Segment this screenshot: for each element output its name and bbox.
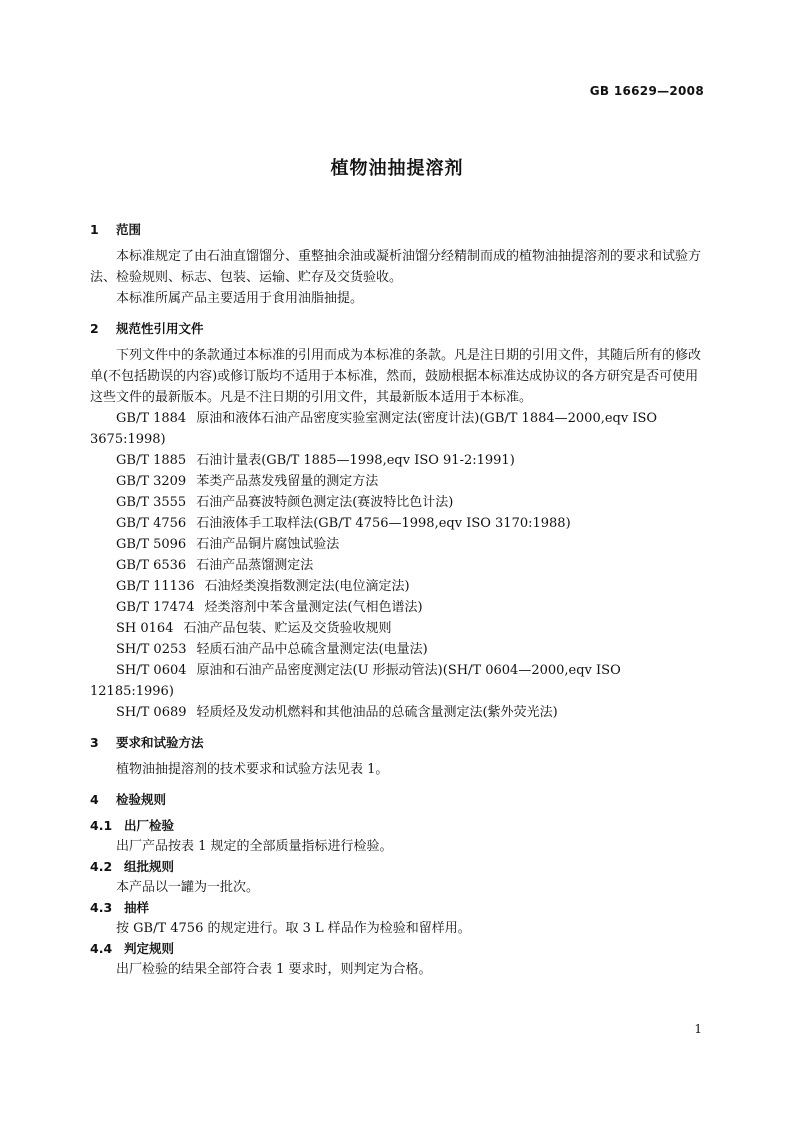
section-heading-normative-references — [90, 319, 706, 339]
page-number: 1 — [694, 1022, 702, 1036]
reference-title: 石油产品铜片腐蚀试验法 — [196, 537, 340, 552]
reference-item — [90, 534, 706, 555]
subsection-heading — [90, 898, 706, 918]
subsection-number: 4.4 — [90, 941, 113, 956]
reference-title: 轻质烃及发动机燃料和其他油品的总硫含量测定法(紫外荧光法) — [196, 705, 558, 720]
subsection-heading — [90, 816, 706, 836]
subsection-number: 4.2 — [90, 859, 113, 874]
reference-item — [90, 408, 706, 450]
section-number: 2 — [90, 321, 99, 336]
reference-code: SH/T 0604 — [116, 663, 187, 678]
reference-code: GB/T 17474 — [116, 600, 195, 615]
reference-title: 石油液体手工取样法(GB/T 4756—1998,eqv ISO 3170:1988) — [196, 516, 571, 531]
reference-title: 石油产品赛波特颜色测定法(赛波特比色计法) — [196, 495, 454, 510]
paragraph: 出厂检验的结果全部符合表 1 要求时，则判定为合格。 — [116, 962, 432, 977]
paragraph: 本产品以一罐为一批次。 — [116, 880, 260, 895]
reference-title: 原油和石油产品密度测定法(U 形振动管法)(SH/T 0604—2000,eqv ISO 12185:1996) — [90, 663, 621, 699]
reference-item — [90, 450, 706, 471]
reference-code: GB/T 5096 — [116, 537, 187, 552]
reference-code: SH/T 0253 — [116, 642, 187, 657]
paragraph: 本标准所属产品主要适用于食用油脂抽提。 — [116, 291, 364, 306]
reference-code: GB/T 11136 — [116, 579, 195, 594]
reference-code: GB/T 6536 — [116, 558, 187, 573]
subsection-number: 4.3 — [90, 900, 113, 915]
reference-title: 石油产品包装、贮运及交货验收规则 — [183, 621, 392, 636]
reference-title: 轻质石油产品中总硫含量测定法(电量法) — [196, 642, 428, 657]
reference-code: GB/T 3555 — [116, 495, 187, 510]
reference-title: 原油和液体石油产品密度实验室测定法(密度计法)(GB/T 1884—2000,eqv ISO 3675:1998) — [90, 411, 658, 447]
subsection-heading — [90, 939, 706, 959]
section-number: 1 — [90, 222, 99, 237]
subsection-title: 抽样 — [124, 900, 150, 915]
reference-item — [90, 660, 706, 702]
section-number: 3 — [90, 735, 99, 750]
paragraph: 出厂产品按表 1 规定的全部质量指标进行检验。 — [116, 839, 393, 854]
section-number: 4 — [90, 792, 99, 807]
subsection-title: 判定规则 — [124, 941, 175, 956]
reference-item — [90, 555, 706, 576]
reference-code: GB/T 1885 — [116, 453, 187, 468]
subsection-number: 4.1 — [90, 818, 113, 833]
section-heading-inspection-rules — [90, 790, 706, 810]
paragraph: 本标准规定了由石油直馏馏分、重整抽余油或凝析油馏分经精制而成的植物油抽提溶剂的要求和试验方法、检验规则、标志、包装、运输、贮存及交货验收。 — [90, 249, 702, 285]
reference-item — [90, 513, 706, 534]
subsection-title: 出厂检验 — [124, 818, 175, 833]
reference-item — [90, 618, 706, 639]
section-title: 要求和试验方法 — [116, 735, 204, 750]
paragraph: 植物油抽提溶剂的技术要求和试验方法见表 1。 — [116, 762, 389, 777]
reference-item — [90, 492, 706, 513]
paragraph: 下列文件中的条款通过本标准的引用而成为本标准的条款。凡是注日期的引用文件，其随后所有的修改单(不包括勘误的内容)或修订版均不适用于本标准，然而，鼓励根据本标准达成协议的各方研究是否可使用这些文件的最新版本。凡是不注日期的引用文件，其最新版本适用于本标准。 — [90, 348, 702, 405]
standard-code: GB 16629—2008 — [589, 84, 704, 98]
document-title: 植物油抽提溶剂 — [330, 158, 464, 179]
reference-item — [90, 597, 706, 618]
reference-item — [90, 702, 706, 723]
section-title: 检验规则 — [116, 792, 167, 807]
reference-title: 石油产品蒸馏测定法 — [196, 558, 314, 573]
reference-code: SH 0164 — [116, 621, 174, 636]
reference-item — [90, 639, 706, 660]
subsection-title: 组批规则 — [124, 859, 175, 874]
reference-title: 石油烃类溴指数测定法(电位滴定法) — [204, 579, 410, 594]
section-title: 范围 — [116, 222, 142, 237]
reference-item — [90, 471, 706, 492]
reference-code: GB/T 3209 — [116, 474, 187, 489]
reference-code: GB/T 1884 — [116, 411, 187, 426]
reference-code: SH/T 0689 — [116, 705, 187, 720]
section-title: 规范性引用文件 — [116, 321, 204, 336]
document-body — [90, 220, 706, 980]
reference-code: GB/T 4756 — [116, 516, 187, 531]
subsection-heading — [90, 857, 706, 877]
reference-title: 苯类产品蒸发残留量的测定方法 — [196, 474, 379, 489]
reference-title: 烃类溶剂中苯含量测定法(气相色谱法) — [204, 600, 423, 615]
reference-item — [90, 576, 706, 597]
section-heading-requirements — [90, 733, 706, 753]
paragraph: 按 GB/T 4756 的规定进行。取 3 L 样品作为检验和留样用。 — [116, 921, 471, 936]
section-heading-scope — [90, 220, 706, 240]
reference-title: 石油计量表(GB/T 1885—1998,eqv ISO 91-2:1991) — [196, 453, 515, 468]
